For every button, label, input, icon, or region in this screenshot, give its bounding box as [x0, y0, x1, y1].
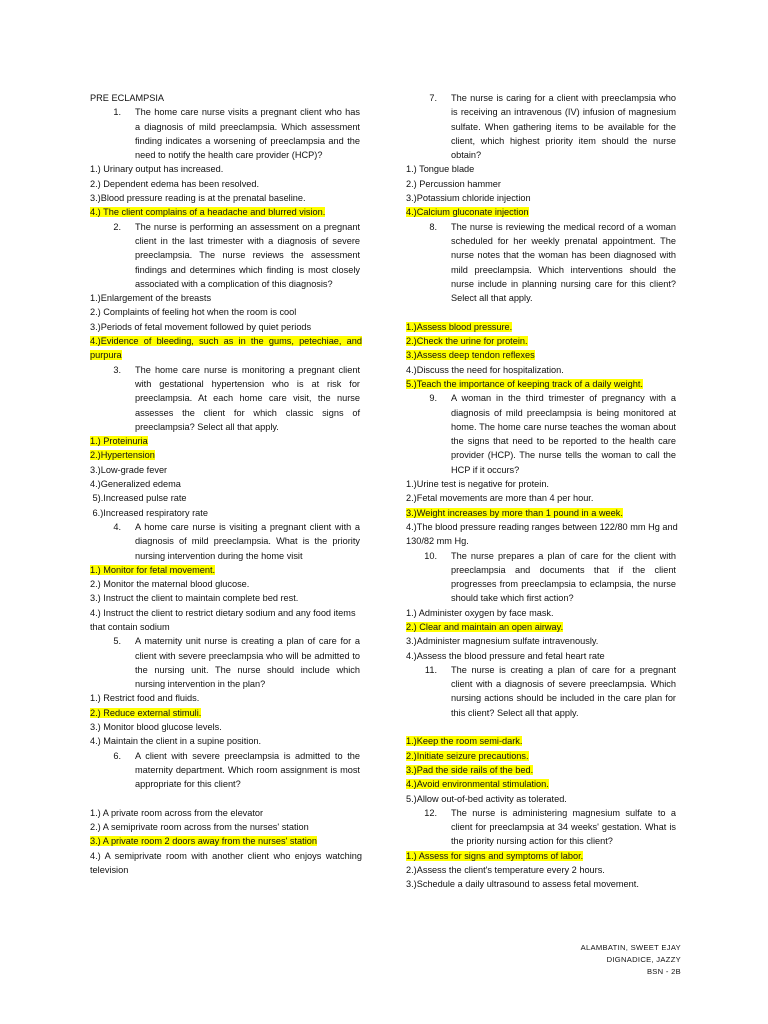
highlighted-answer: 5.)Teach the importance of keeping track of a daily weight. — [406, 378, 643, 389]
answer-option: 3.)Blood pressure reading is at the prenatal baseline. — [90, 193, 306, 204]
question-text: The nurse is administering magnesium sulfate to a client for preeclampsia at 34 weeks' gestation. What is the priority nursing action for this client? — [451, 807, 676, 847]
highlighted-answer: 1.) Monitor for fetal movement. — [90, 564, 216, 575]
question-number: 4. — [113, 521, 121, 532]
highlighted-answer: 3.)Weight increases by more than 1 pound in a week. — [406, 507, 623, 518]
highlighted-answer: 1.) Proteinuria — [90, 436, 148, 447]
answer-option: 4.)Discuss the need for hospitalization. — [406, 364, 564, 375]
question-9 — [406, 391, 678, 477]
question-text: A woman in the third trimester of pregnancy with a diagnosis of mild preeclampsia is being monitored at home. The home care nurse teaches the woman about the signs that need to be reported to the health care provider (HCP). The nurse tells the woman to call the HCP if it occurs? — [451, 393, 676, 475]
question-text: The nurse prepares a plan of care for the client with preeclampsia and documents that if the client progresses from preeclampsia to eclampsia, the nurse should take which first action? — [451, 550, 676, 604]
answer-option: 6.)Increased respiratory rate — [90, 507, 208, 518]
answer-option: 2.) Dependent edema has been resolved. — [90, 178, 260, 189]
question-number: 7. — [429, 93, 437, 103]
answer-option: 4.) Maintain the client in a supine position. — [90, 736, 262, 747]
highlighted-answer: 2.) Reduce external stimuli. — [90, 707, 202, 718]
question-text: The nurse is performing an assessment on a pregnant client in the last trimester with a diagnosis of severe preeclampsia. The nurse reviews the assessment findings and determines which finding is most closely associated with a complication of this diagnosis? — [135, 221, 360, 289]
question-number: 5. — [113, 636, 121, 647]
highlighted-answer: 4.)Avoid environmental stimulation. — [406, 779, 549, 790]
question-3 — [90, 363, 362, 434]
answer-option: 1.) Administer oxygen by face mask. — [406, 607, 554, 618]
question-text: A client with severe preeclampsia is admitted to the maternity department. Which room assignment is most appropriate for this client? — [135, 750, 360, 790]
spacer — [406, 305, 678, 319]
highlighted-answer: 4.)Evidence of bleeding, such as in the gums, petechiae, and purpura — [90, 336, 362, 361]
highlighted-answer: 1.)Keep the room semi-dark. — [406, 736, 523, 747]
question-4 — [90, 520, 362, 563]
question-number: 12. — [424, 807, 437, 818]
question-number: 1. — [113, 107, 121, 118]
question-text: A maternity unit nurse is creating a plan of care for a client with severe preeclampsia who will be admitted to the nursing unit. The nurse should include which nursing intervention in the plan? — [135, 636, 360, 690]
author-signature — [581, 942, 681, 978]
answer-option: 1.)Urine test is negative for protein. — [406, 479, 549, 490]
answer-option: 3.)Low-grade fever — [90, 464, 168, 475]
question-6 — [90, 749, 362, 792]
answer-option: 2.)Assess the client's temperature every 2 hours. — [406, 865, 605, 876]
question-text: A home care nurse is visiting a pregnant client with a diagnosis of mild preeclampsia. What is the priority nursing intervention during the home visit — [135, 521, 360, 561]
answer-option: 4.)Generalized edema — [90, 479, 181, 490]
answer-option: 3.)Administer magnesium sulfate intravenously. — [406, 636, 599, 647]
answer-option: 1.) Tongue blade — [406, 164, 475, 175]
question-8 — [406, 220, 678, 306]
highlighted-answer: 3.)Assess deep tendon reflexes — [406, 350, 535, 361]
question-11 — [406, 663, 678, 720]
highlighted-answer: 4.)Calcium gluconate injection — [406, 207, 529, 218]
answer-option: 1.)Enlargement of the breasts — [90, 293, 212, 304]
answer-option: 1.) Restrict food and fluids. — [90, 693, 200, 704]
question-5 — [90, 634, 362, 691]
highlighted-answer: 1.) Assess for signs and symptoms of labor. — [406, 850, 584, 861]
answer-option: 3.)Schedule a daily ultrasound to assess fetal movement. — [406, 879, 639, 890]
highlighted-answer: 2.)Hypertension — [90, 450, 155, 461]
author-name: DIGNADICE, JAZZY — [606, 955, 681, 964]
answer-option: 4.)The blood pressure reading ranges between 122/80 mm Hg and 130/82 mm Hg. — [406, 521, 678, 547]
answer-option: 2.) Complaints of feeling hot when the room is cool — [90, 307, 297, 318]
question-text: The home care nurse is monitoring a pregnant client with gestational hypertension who is at risk for preeclampsia. At each home care visit, the nurse assesses the client for which classic signs of preeclampsia? Select all that apply. — [135, 364, 360, 432]
question-number: 11. — [424, 664, 437, 675]
question-2 — [90, 220, 362, 291]
highlighted-answer: 1.)Assess blood pressure. — [406, 321, 513, 332]
question-1 — [90, 105, 362, 162]
question-text: The nurse is creating a plan of care for a pregnant client with a diagnosis of severe preeclampsia. Which nursing actions should be included in the care plan for this client? Select all that apply. — [451, 664, 676, 718]
answer-option: 2.)Fetal movements are more than 4 per hour. — [406, 493, 594, 504]
left-column — [90, 91, 362, 877]
highlighted-answer: 3.) A private room 2 doors away from the nurses' station — [90, 836, 317, 847]
answer-option: 4.)Assess the blood pressure and fetal heart rate — [406, 650, 605, 661]
answer-option: 1.) A private room across from the elevator — [90, 807, 264, 818]
answer-option: 4.) Instruct the client to restrict dietary sodium and any food items that contain sodium — [90, 607, 356, 632]
answer-option: 3.)Periods of fetal movement followed by quiet periods — [90, 321, 312, 332]
answer-option: 5).Increased pulse rate — [90, 493, 187, 504]
answer-option: 1.) Urinary output has increased. — [90, 164, 224, 175]
highlighted-answer: 3.)Pad the side rails of the bed. — [406, 764, 534, 775]
question-10 — [406, 549, 678, 606]
question-text: The nurse is caring for a client with preeclampsia who is receiving an intravenous (IV) infusion of magnesium sulfate. When gathering items to be available for the client, which highest priority item should the nurse obtain? — [451, 93, 676, 161]
question-number: 3. — [113, 364, 121, 375]
answer-option: 2.) A semiprivate room across from the nurses' station — [90, 822, 309, 833]
question-text: The home care nurse visits a pregnant client who has a diagnosis of mild preeclampsia. Which assessment finding indicates a worsening of preeclampsia and the need to notify the health care provider (HCP)? — [135, 107, 360, 161]
spacer — [90, 792, 362, 806]
answer-option: 4.) A semiprivate room with another client who enjoys watching television — [90, 850, 362, 876]
question-number: 9. — [429, 393, 437, 404]
section-label: BSN - 2B — [646, 967, 681, 976]
answer-option: 5.)Allow out-of-bed activity as tolerated. — [406, 793, 567, 804]
highlighted-answer: 4.) The client complains of a headache and blurred vision. — [90, 207, 326, 218]
question-number: 2. — [113, 221, 121, 232]
question-12 — [406, 806, 678, 849]
question-number: 10. — [424, 550, 437, 561]
answer-option: 3.) Instruct the client to maintain complete bed rest. — [90, 593, 299, 604]
right-column — [406, 91, 678, 892]
highlighted-answer: 2.) Clear and maintain an open airway. — [406, 621, 564, 632]
author-name: ALAMBATIN, SWEET EJAY — [580, 943, 681, 952]
answer-option: 3.)Potassium chloride injection — [406, 193, 531, 204]
question-text: The nurse is reviewing the medical record of a woman scheduled for her weekly prenatal appointment. The nurse notes that the woman has been diagnosed with mild preeclampsia. Which interventions should the nurse include in planning nursing care for this client? Select all that apply. — [451, 221, 676, 304]
spacer — [406, 720, 678, 734]
answer-option: 2.) Percussion hammer — [406, 178, 501, 189]
question-number: 8. — [429, 221, 437, 232]
answer-option: 2.) Monitor the maternal blood glucose. — [90, 579, 250, 590]
highlighted-answer: 2.)Check the urine for protein. — [406, 336, 528, 347]
document-title: PRE ECLAMPSIA — [90, 93, 165, 103]
answer-option: 3.) Monitor blood glucose levels. — [90, 722, 222, 733]
question-number: 6. — [113, 750, 121, 761]
highlighted-answer: 2.)Initiate seizure precautions. — [406, 750, 529, 761]
question-7 — [406, 91, 678, 162]
